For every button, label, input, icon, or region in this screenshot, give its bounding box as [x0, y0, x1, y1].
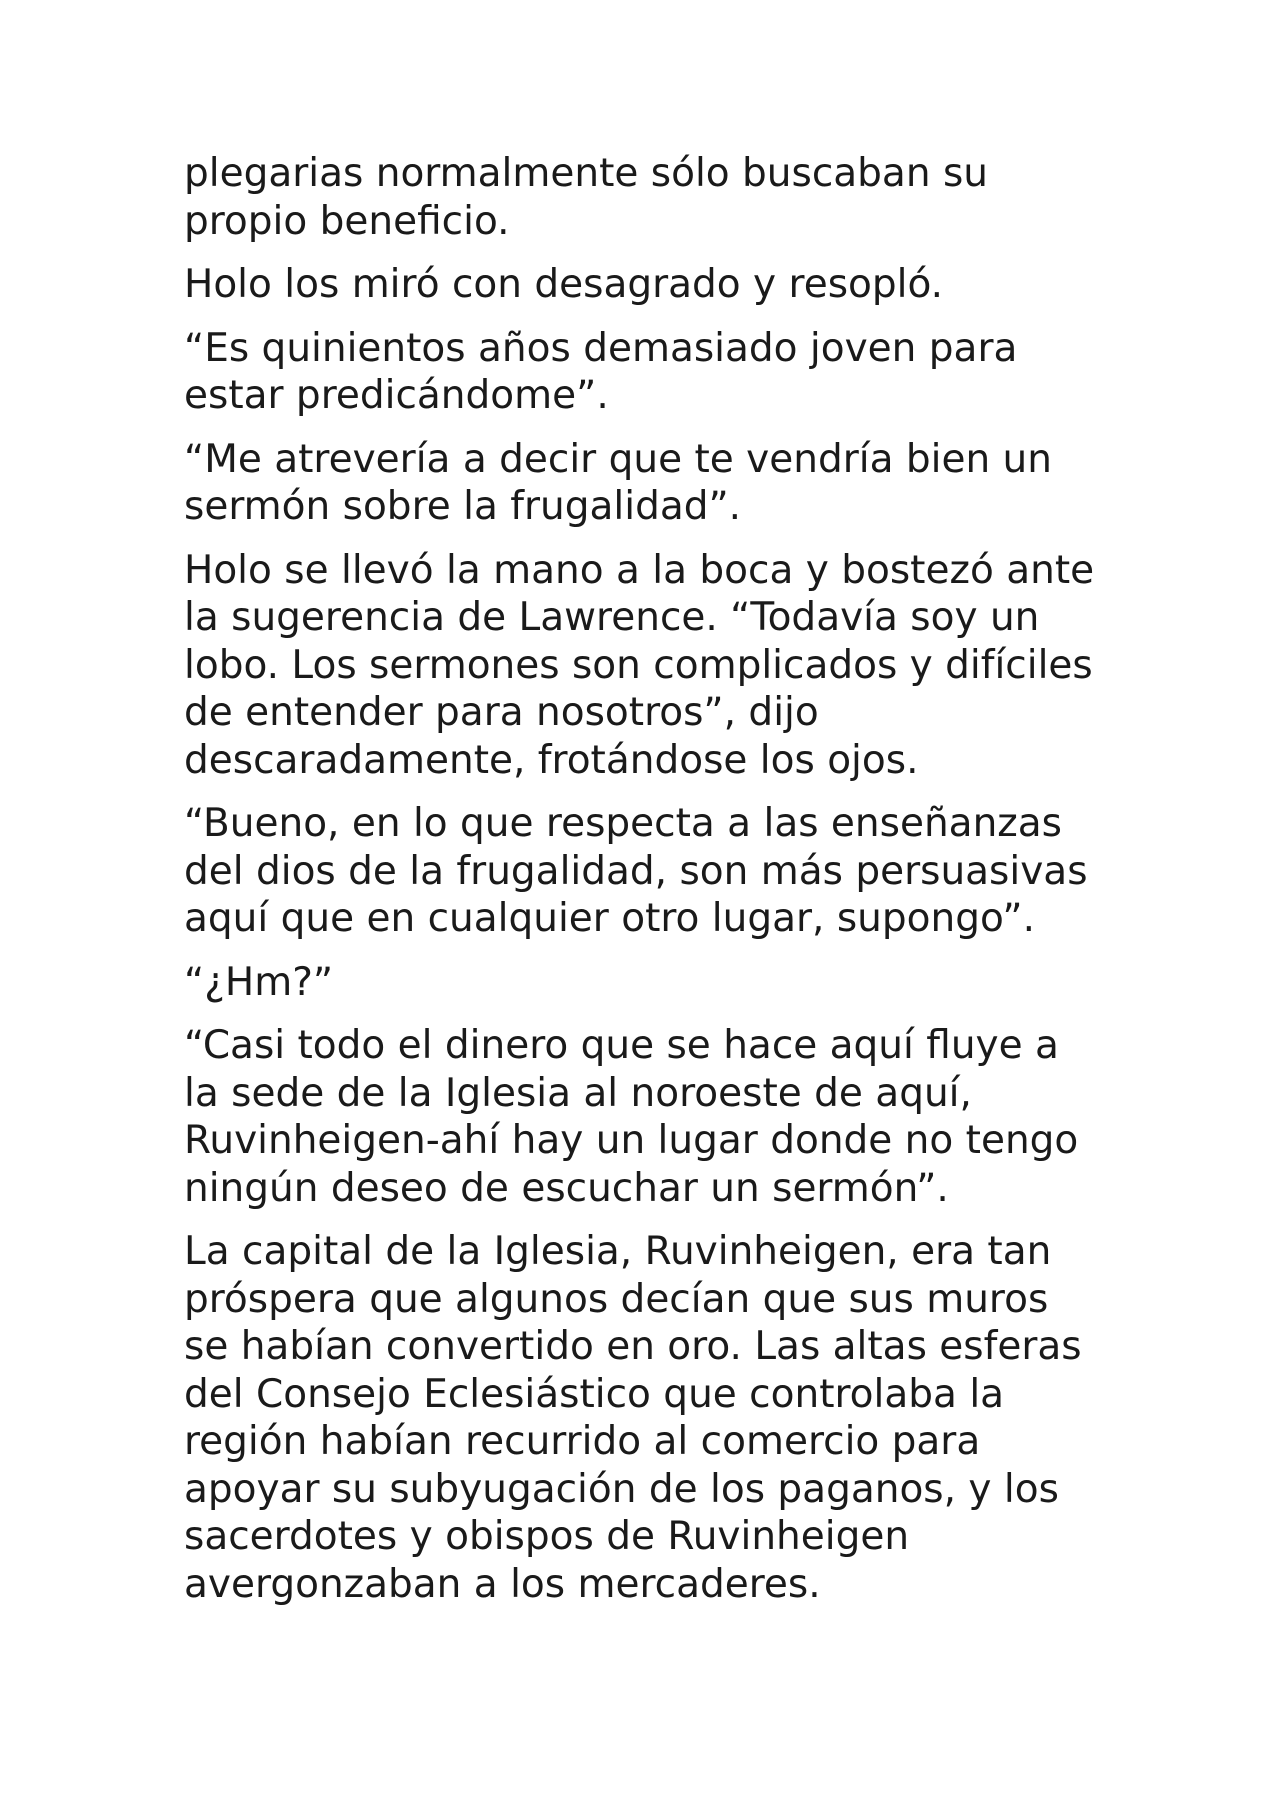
paragraph-2: Holo los miró con desagrado y resopló.	[184, 262, 944, 307]
page-text-column	[184, 150, 1104, 1624]
paragraph-3: “Es quinientos años demasiado joven para estar predicándome”.	[184, 325, 1018, 418]
paragraph-5: Holo se llevó la mano a la boca y bostezó ante la sugerencia de Lawrence. “Todavía soy un lobo. Los sermones son complicados y difíciles de entender para nosotros”, dijo descaradamente, frotándose los ojos.	[184, 547, 1095, 783]
paragraph-1: plegarias normalmente sólo buscaban su propio beneficio.	[184, 151, 988, 244]
paragraph-8: “Casi todo el dinero que se hace aquí fluye a la sede de la Iglesia al noroeste de aquí, Ruvinheigen-ahí hay un lugar donde no tengo ningún deseo de escuchar un sermón”.	[184, 1023, 1079, 1211]
paragraph-6: “Bueno, en lo que respecta a las enseñanzas del dios de la frugalidad, son más persuasivas aquí que en cualquier otro lugar, supongo”.	[184, 801, 1088, 941]
paragraph-9: La capital de la Iglesia, Ruvinheigen, era tan próspera que algunos decían que sus muros se habían convertido en oro. Las altas esferas del Consejo Eclesiástico que controlaba la región habían recurrido al comercio para apoyar su subyugación de los paganos, y los sacerdotes y obispos de Ruvinheigen avergonzaban a los mercaderes.	[184, 1229, 1082, 1607]
paragraph-4: “Me atrevería a decir que te vendría bien un sermón sobre la frugalidad”.	[184, 436, 1052, 529]
paragraph-7: “¿Hm?”	[184, 959, 334, 1005]
